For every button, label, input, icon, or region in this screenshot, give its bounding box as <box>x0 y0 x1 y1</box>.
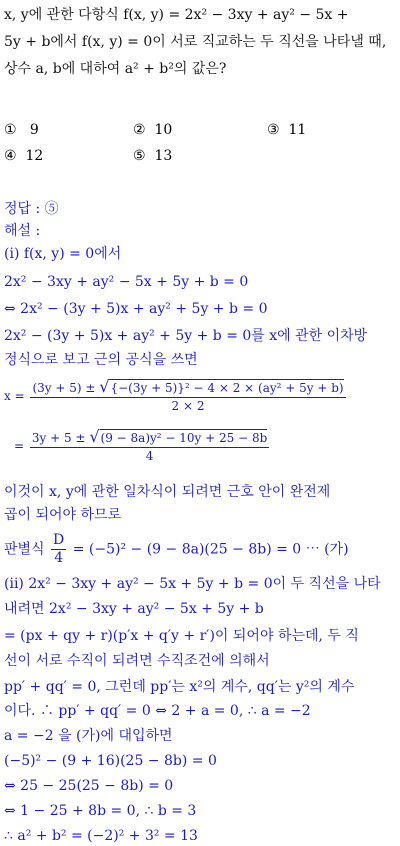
sqrt-icon: √ <box>89 427 100 446</box>
formula-lhs: = <box>14 439 25 453</box>
final-answer-line: ∴ a² + b² = (−2)² + 3² = 13 <box>4 828 198 844</box>
formula-numerator <box>30 378 345 398</box>
discriminant-denominator: 4 <box>54 550 64 566</box>
solution-heading: 해설 : <box>4 223 41 239</box>
solution-line: 정식으로 보고 근의 공식을 쓰면 <box>4 352 198 368</box>
numerator-term: (3y + 5) ± <box>32 381 96 395</box>
option-1[interactable] <box>4 121 39 139</box>
sqrt-icon: √ <box>99 377 110 396</box>
option-value: 9 <box>29 122 39 138</box>
numerator-term: 3y + 5 ± <box>31 431 86 445</box>
answer-line: 정답 : ⑤ <box>4 201 59 217</box>
formula-fraction <box>30 428 269 465</box>
formula-lhs: x = <box>4 389 25 403</box>
question-line-3: 상수 a, b에 대하여 a² + b²의 값은? <box>4 61 227 77</box>
formula-denominator: 2 × 2 <box>171 399 205 413</box>
option-marker: ② <box>133 122 146 138</box>
solution-line: ⇔ 1 − 25 + 8b = 0, ∴ b = 3 <box>4 803 197 819</box>
question-line-2: 5y + b에서 f(x, y) = 0이 서로 직교하는 두 직선을 나타낼 때, <box>4 34 387 50</box>
option-value: 10 <box>154 122 173 138</box>
quadratic-formula <box>4 378 348 415</box>
option-marker: ⑤ <box>133 148 146 164</box>
solution-line: (ii) 2x² − 3xy + ay² − 5x + 5y + b = 0이 두 직선을 나타 <box>4 576 381 592</box>
discriminant-line <box>4 532 349 567</box>
discriminant-numerator: D <box>53 532 65 548</box>
solution-line: 곱이 되어야 하므로 <box>4 507 122 523</box>
option-3[interactable] <box>267 121 306 139</box>
solution-line: 이다. ∴ pp′ + qq′ = 0 ⇔ 2 + a = 0, ∴ a = −2 <box>4 703 311 719</box>
solution-line: 2x² − 3xy + ay² − 5x + 5y + b = 0 <box>4 274 249 290</box>
sqrt-radicand: (9 − 8a)y² − 10y + 25 − 8b <box>100 431 268 445</box>
option-marker: ③ <box>267 122 280 138</box>
solution-line: ⇔ 2x² − (3y + 5)x + ay² + 5y + b = 0 <box>4 301 268 317</box>
solution-line: = (px + qy + r)(p′x + q′y + r′)이 되어야 하는데, 두 직 <box>4 628 359 644</box>
solution-line: 내려면 2x² − 3xy + ay² − 5x + 5y + b <box>4 601 264 617</box>
solution-line: (i) f(x, y) = 0에서 <box>4 246 122 262</box>
solution-line: ⇔ 25 − 25(25 − 8b) = 0 <box>4 778 174 794</box>
option-2[interactable] <box>133 121 172 139</box>
solution-line: pp′ + qq′ = 0, 그런데 pp′는 x²의 계수, qq′는 y²의 계수 <box>4 679 355 695</box>
option-marker: ① <box>4 122 17 138</box>
solution-line: a = −2 을 (가)에 대입하면 <box>4 728 173 744</box>
option-marker: ④ <box>4 148 17 164</box>
solution-line: 선이 서로 수직이 되려면 수직조건에 의해서 <box>4 653 270 669</box>
discriminant-expression: = (−5)² − (9 − 8a)(25 − 8b) = 0 ⋯ (가) <box>72 541 349 558</box>
formula-denominator: 4 <box>145 449 154 463</box>
solution-line: 이것이 x, y에 관한 일차식이 되려면 근호 안이 완전제 <box>4 484 331 500</box>
option-value: 12 <box>25 148 44 164</box>
solution-line: 2x² − (3y + 5)x + ay² + 5y + b = 0를 x에 관한 이차방 <box>4 328 368 344</box>
discriminant-fraction <box>51 532 66 567</box>
option-5[interactable] <box>133 147 172 165</box>
option-4[interactable] <box>4 147 43 165</box>
sqrt-radicand: {−(3y + 5)}² − 4 × 2 × (ay² + 5y + b) <box>110 381 344 395</box>
simplified-formula <box>14 428 271 465</box>
formula-fraction <box>30 378 345 415</box>
discriminant-label: 판별식 <box>4 541 45 558</box>
option-value: 11 <box>288 122 307 138</box>
formula-numerator <box>30 428 269 448</box>
solution-line: (−5)² − (9 + 16)(25 − 8b) = 0 <box>4 753 217 769</box>
question-line-1: x, y에 관한 다항식 f(x, y) = 2x² − 3xy + ay² − 5x + <box>4 7 349 23</box>
option-value: 13 <box>154 148 173 164</box>
